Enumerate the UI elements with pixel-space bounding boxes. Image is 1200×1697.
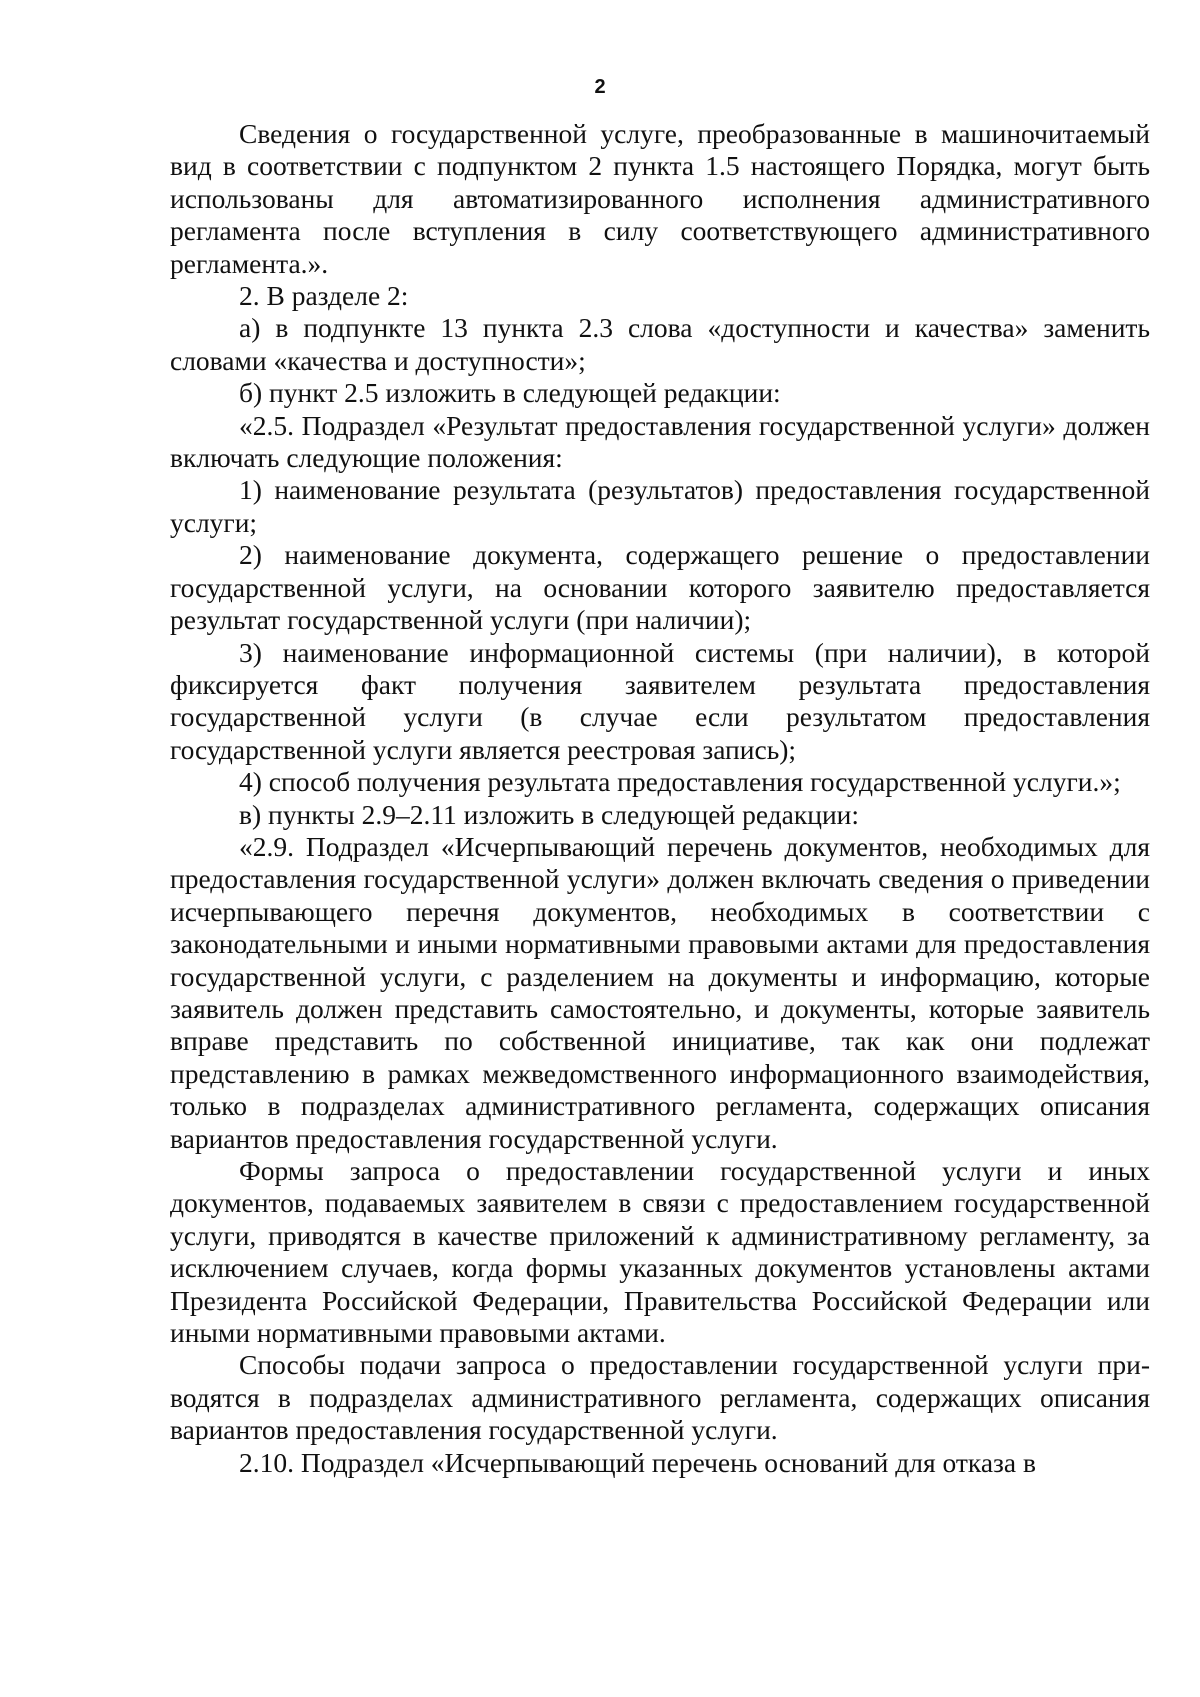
paragraph-clause-2-9: «2.9. Подраздел «Исчерпывающий перечень документов, необходимых для предоставления государственной услуги» должен включать сведения о приведении исчерпывающего перечня документов, необходимых в соответствии с законодательными и иными нормативными правовыми актами для предоставления государственной услуги, с разделением на документы и информацию, которые заявитель должен представить самостоятельно, и документы, которые заявитель вправе представить по собственной инициативе, так как они подлежат представлению в рамках межведомственного информационного взаимодействия, только в подразделах административного регламента, содержащих описания вариантов предоставления государственной услуги. [170, 830, 1150, 1154]
paragraph-subitem-3: 3) наименование информационной системы (при наличии), в которой фиксируется факт получения заявителем результата предоставления государственной услуги (в случае если результатом предоставления государственной услуги является реестровая запись); [170, 636, 1150, 765]
page-number: 2 [594, 76, 606, 98]
paragraph-subitem-4: 4) способ получения результата предоставления государственной услуги.»; [239, 766, 1121, 798]
paragraph-subitem-2: 2) наименование документа, содержащего решение о предоставлении государственной услуги, на основании которого заявителю предоставляется результат государственной услуги (при наличии); [170, 539, 1150, 636]
paragraph-subitem-1: 1) наименование результата (результатов) предоставления государственной услуги; [170, 474, 1150, 538]
paragraph-clause-2-5: «2.5. Подраздел «Результат предоставления государственной услуги» должен включать следующие положения: [170, 409, 1150, 474]
paragraph-submission-methods: Способы подачи запроса о предоставлении государственной услуги приводятся в подразделах административного регламента, содержащих описания вариантов предоставления государственной услуги. [170, 1349, 1150, 1446]
paragraph-request-forms: Формы запроса о предоставлении государственной услуги и иных документов, подаваемых заявителем в связи с предоставлением государственной услуги, приводятся в качестве приложений к административному регламенту, за исключением случаев, когда формы указанных документов установлены актами Президента Российской Федерации, Правительства Российской Федерации или иными нормативными правовыми актами. [170, 1155, 1150, 1349]
paragraph-item-a: а) в подпункте 13 пункта 2.3 слова «доступности и качества» заменить словами «качества и доступности»; [170, 312, 1150, 376]
paragraph-machine-readable-info: Сведения о государственной услуге, преобразованные в машиночитаемый вид в соответствии с подпунктом 2 пункта 1.5 настоящего Порядка, могут быть использованы для автоматизированного исполнения административного регламента после вступления в силу соответствующего административного регламента.». [170, 118, 1150, 279]
document-body [170, 118, 1150, 1479]
paragraph-item-b: б) пункт 2.5 изложить в следующей редакции: [239, 377, 781, 409]
paragraph-item-v: в) пункты 2.9–2.11 изложить в следующей редакции: [239, 798, 860, 830]
paragraph-clause-2-10: 2.10. Подраздел «Исчерпывающий перечень оснований для отказа в [239, 1446, 1036, 1478]
paragraph-section-2-heading: 2. В разделе 2: [239, 280, 409, 312]
